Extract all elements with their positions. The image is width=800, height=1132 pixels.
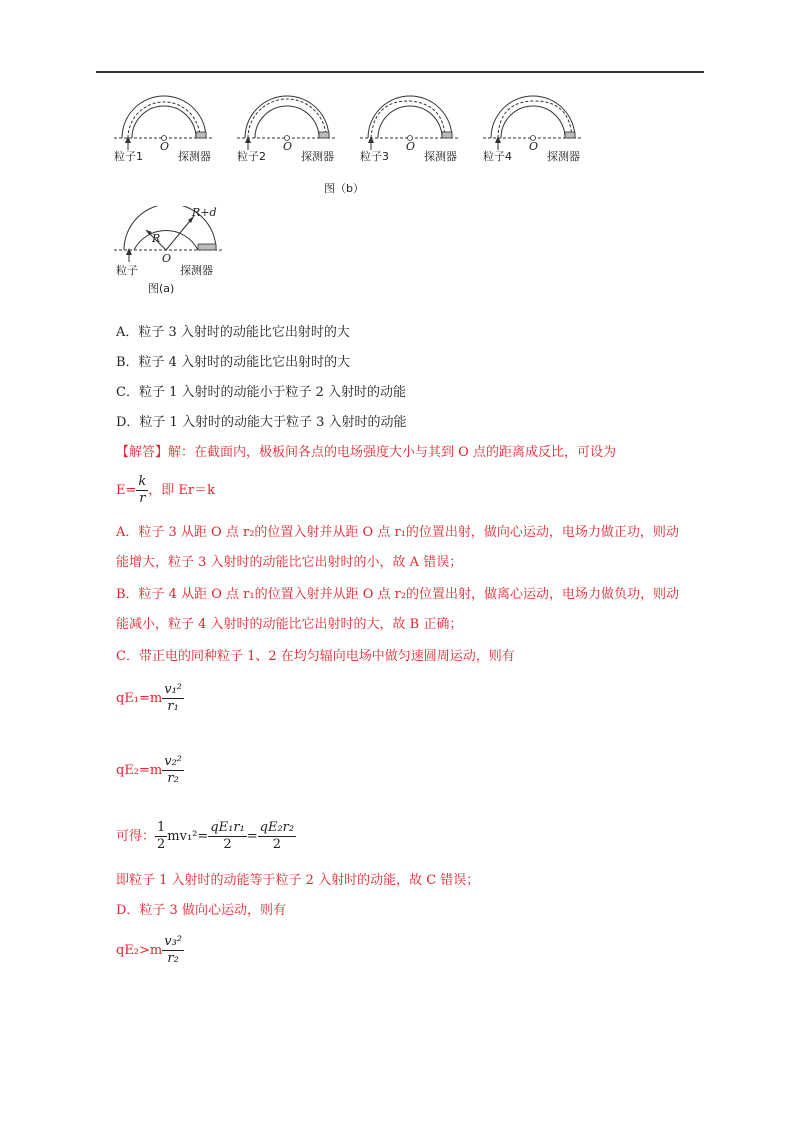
detector-box-4 — [565, 132, 575, 138]
solution-c-line2: 即粒子 1 入射时的动能等于粒子 2 入射时的动能，故 C 错误； — [116, 873, 480, 888]
center-label-2: O — [283, 140, 293, 153]
equation-4: qE₂>m $\frac{\text{v₃²}}{\text{r₂}}$ — [116, 934, 183, 966]
option-c: C．粒子 1 入射时的动能小于粒子 2 入射时的动能 — [116, 385, 407, 400]
particle-label-4: 粒子4 — [483, 150, 512, 163]
detector-label-3: 探测器 — [424, 150, 457, 163]
option-a: A．粒子 3 入射时的动能比它出射时的大 — [116, 325, 350, 340]
solution-intro: 【解答】解：在截面内，极板间各点的电场强度大小与其到 O 点的距离成反比，可设为 — [116, 445, 616, 460]
header-rule — [96, 71, 704, 73]
detector-label-2: 探测器 — [301, 150, 334, 163]
diagram-3 — [360, 96, 460, 163]
e-formula: E= $\frac{k}{r}$ ，即 Er＝k — [116, 474, 215, 506]
particle-arrow-icon — [245, 136, 251, 143]
particle-label: 粒子 — [116, 264, 138, 277]
solution-c-line1: C．带正电的同种粒子 1、2 在均匀辐向电场中做匀速圆周运动，则有 — [116, 649, 515, 664]
detector-box-1 — [196, 132, 206, 138]
r-label: R — [152, 232, 161, 245]
diagram-1 — [114, 96, 214, 163]
solution-tag: 【解答】 — [116, 445, 169, 460]
detector-box-2 — [319, 132, 329, 138]
figure-a — [112, 206, 230, 300]
equation-1: qE₁=m $\frac{\text{v₁²}}{\text{r₁}}$ — [116, 682, 183, 714]
particle-arrow-icon — [368, 136, 374, 143]
center-label-1: O — [160, 140, 170, 153]
option-b: B．粒子 4 入射时的动能比它出射时的大 — [116, 355, 351, 370]
rd-label: R+d — [192, 206, 217, 219]
center-label-3: O — [406, 140, 416, 153]
equation-3: 可得： $\frac{1}{2}$ mv₁²= $\frac{\text{qE₁r₁}}{2}$ = $\frac{\text{qE₂r₂}}{2}$ — [116, 820, 295, 852]
particle-arrow-icon — [126, 248, 132, 255]
figure-a-caption: 图(a) — [148, 282, 175, 295]
figure-b-caption: 图（b） — [324, 182, 364, 195]
particle-label-3: 粒子3 — [360, 150, 389, 163]
detector-box-3 — [442, 132, 452, 138]
detector-label-1: 探测器 — [178, 150, 211, 163]
equation-2: qE₂=m $\frac{\text{v₂²}}{\text{r₂}}$ — [116, 754, 183, 786]
solution-a-line1: A．粒子 3 从距 O 点 r₂的位置入射并从距 O 点 r₁的位置出射，做向心运动，电场力做正功，则动 — [116, 525, 679, 540]
diagram-4 — [483, 96, 582, 163]
trajectory-1 — [128, 102, 200, 138]
solution-d-line1: D．粒子 3 做向心运动，则有 — [116, 903, 286, 918]
detector-label-4: 探测器 — [547, 150, 580, 163]
particle-label-1: 粒子1 — [114, 150, 143, 163]
particle-arrow-icon — [495, 136, 501, 143]
detector-label: 探测器 — [180, 264, 213, 277]
trajectory-2 — [248, 99, 326, 138]
diagram-2 — [237, 96, 337, 163]
center-label: O — [162, 252, 172, 265]
particle-label-2: 粒子2 — [237, 150, 266, 163]
solution-b-line2: 能减小，粒子 4 入射时的动能比它出射时的大，故 B 正确； — [116, 617, 463, 632]
detector-box — [198, 244, 216, 250]
solution-b-line1: B．粒子 4 从距 O 点 r₁的位置入射并从距 O 点 r₂的位置出射，做离心运动，电场力做负功，则动 — [116, 587, 680, 602]
figure-b — [112, 90, 582, 200]
particle-arrow-icon — [125, 136, 131, 143]
option-d: D．粒子 1 入射时的动能大于粒子 3 入射时的动能 — [116, 415, 407, 430]
center-label-4: O — [529, 140, 539, 153]
solution-a-line2: 能增大，粒子 3 入射时的动能比它出射时的小，故 A 错误； — [116, 555, 463, 570]
